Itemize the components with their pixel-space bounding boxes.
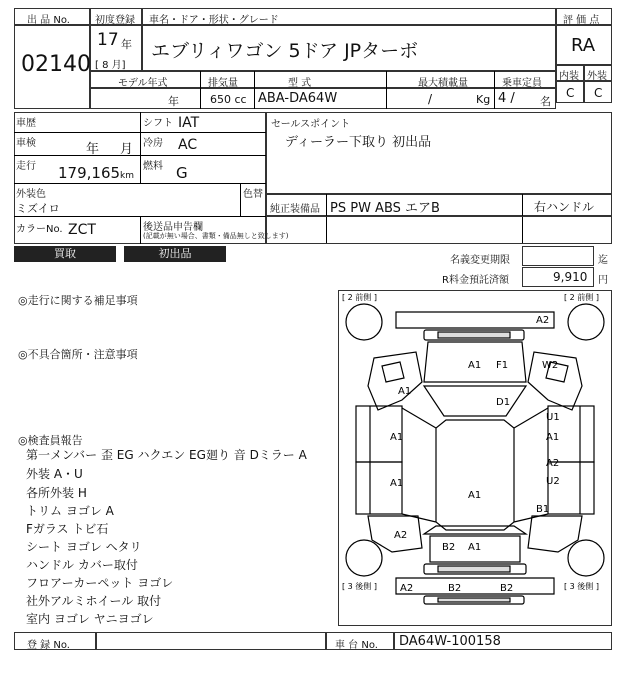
corner-label-front-left: [ 2 前側 ] [342, 293, 377, 302]
mark-rear-left-fender: A2 [394, 530, 408, 541]
inspector-report-heading: ◎検査員報告 [18, 434, 83, 447]
car-name-label: 車名・ドア・形状・グレード [149, 15, 279, 26]
mark-rear-right-fender: B1 [536, 504, 550, 515]
defect-notes-heading: ◎不具合箇所・注意事項 [18, 348, 138, 361]
report-line: 社外アルミホイール 取付 [26, 594, 162, 608]
report-line: 外装 A・U [26, 467, 83, 481]
car-name: エブリィワゴン 5ドア JPターボ [151, 40, 419, 62]
wheel-front-right [568, 304, 604, 340]
report-line: 各所外装 H [26, 486, 87, 500]
mileage-value: 179,165 [58, 164, 121, 182]
mark-roof: A1 [468, 490, 482, 501]
lot-number: 02140 [21, 52, 91, 77]
equipment-label: 純正装備品 [270, 204, 320, 215]
mark-rear-bumper-a2: A2 [400, 583, 414, 594]
sales-point-box [266, 112, 612, 194]
purchase-tag: 買取 [14, 246, 116, 262]
model-year-label: モデル年式 [118, 78, 168, 89]
first-registration-label: 初度登録 [95, 15, 135, 26]
color-no-label: カラーNo. [16, 224, 63, 235]
color-change-label: 色替 [243, 189, 263, 200]
wheel-rear-right [568, 540, 604, 576]
mark-tailgate-a1: A1 [468, 542, 482, 553]
interior-grade-label-box [556, 65, 584, 81]
mark-front-left-fender: A1 [398, 386, 412, 397]
mark-right-front-door-u1: U1 [546, 412, 560, 423]
displacement-label: 排気量 [208, 78, 238, 89]
mark-right-rear-door-a2: A2 [546, 458, 560, 469]
history-label: 車歴 [16, 118, 36, 129]
car-name-label-box [142, 8, 556, 25]
registration-year-unit: 年 [121, 38, 132, 51]
lot-number-box [14, 25, 90, 109]
type-label: 型 式 [288, 78, 312, 89]
rear-bumper [396, 578, 554, 594]
report-line: Fガラス トビ石 [26, 522, 109, 536]
mileage-unit: km [120, 171, 134, 181]
mark-roof-front: D1 [496, 397, 511, 408]
first-listing-tag: 初出品 [124, 246, 226, 262]
ac-label: 冷房 [143, 138, 163, 149]
corner-label-front-right: [ 2 前側 ] [564, 293, 599, 302]
exterior-grade-box [584, 81, 612, 103]
sales-point: ディーラー下取り 初出品 [285, 135, 432, 150]
roof [436, 420, 514, 530]
model-year-unit: 年 [168, 95, 179, 108]
shift-value: IAT [178, 115, 200, 131]
inspection-year-unit: 年 [86, 142, 100, 157]
recycle-fee-unit: 円 [598, 275, 608, 286]
name-change-deadline-label: 名義変更期限 [450, 255, 510, 266]
right-rear-door [548, 462, 594, 514]
name-change-deadline-box [522, 246, 594, 266]
load-unit: Kg [476, 93, 491, 106]
fuel-value: G [176, 164, 188, 182]
handle-value: 右ハンドル [534, 200, 595, 214]
capacity-unit: 名 [540, 95, 551, 108]
exterior-grade-label-box [584, 65, 612, 81]
running-notes-heading: ◎走行に関する補足事項 [18, 294, 138, 307]
mark-front-bumper: A2 [536, 315, 550, 326]
corner-label-rear-right: [ 3 後側 ] [564, 582, 599, 591]
lot-number-label-box [14, 8, 90, 25]
mark-tailgate-b2: B2 [442, 542, 456, 553]
load-value: / [428, 92, 433, 106]
registration-year: 17 [97, 30, 119, 50]
exterior-grade-label: 外装 [587, 71, 607, 82]
exterior-grade: C [594, 86, 603, 100]
vehicle-damage-diagram [338, 290, 612, 626]
first-registration-label-box [90, 8, 142, 25]
grade-box [556, 25, 612, 65]
rear-right-fender [528, 516, 582, 552]
mark-left-front-door: A1 [390, 432, 404, 443]
capacity-value: 4 / [498, 91, 515, 106]
report-line: 第一メンバー 歪 EG ハクエン EG廻り 音 Dミラー A [26, 448, 307, 462]
registration-number-label-box [14, 632, 96, 650]
interior-grade-box [556, 81, 584, 103]
report-line: ハンドル カバー取付 [26, 558, 138, 572]
corner-label-rear-left: [ 3 後側 ] [342, 582, 377, 591]
displacement-value: 650 cc [210, 93, 247, 106]
shift-label: シフト [143, 118, 173, 129]
chassis-number-label-box [326, 632, 394, 650]
inspection-month-unit: 月 [120, 142, 134, 157]
equipment-value: PS PW ABS エアB [330, 201, 440, 216]
load-label: 最大積載量 [418, 78, 468, 89]
ac-value: AC [178, 137, 198, 153]
inspection-label: 車検 [16, 138, 36, 149]
grade-label-box [556, 8, 612, 25]
model-type: ABA-DA64W [258, 91, 338, 106]
mark-left-rear-door: A1 [390, 478, 404, 489]
interior-grade: C [566, 86, 575, 100]
mark-right-front-door: A1 [546, 432, 560, 443]
mark-hood: A1 [468, 360, 482, 371]
delivery-label: 後送品申告欄 [143, 222, 203, 233]
wheel-front-left [346, 304, 382, 340]
car-name-box [142, 25, 556, 71]
name-change-deadline-unit: 迄 [598, 255, 608, 266]
registration-number-box [96, 632, 326, 650]
windshield [424, 386, 526, 416]
chassis-number: DA64W-100158 [399, 634, 501, 649]
front-bumper [396, 312, 554, 328]
report-line: トリム ヨゴレ A [26, 504, 114, 518]
mark-rear-bumper-b2-right: B2 [500, 583, 514, 594]
recycle-fee-label: R料金預託済額 [442, 275, 509, 286]
exterior-color: ミズイロ [16, 202, 60, 215]
report-line: シート ヨゴレ ヘタリ [26, 540, 142, 554]
capacity-label: 乗車定員 [502, 78, 542, 89]
front-left-fender [368, 352, 422, 410]
mark-front-right-fender: W2 [542, 360, 559, 371]
mark-rear-bumper-b2: B2 [448, 583, 462, 594]
exterior-color-label: 外装色 [16, 189, 46, 200]
color-no: ZCT [68, 222, 96, 238]
chassis-number-label: 車 台 No. [335, 640, 378, 651]
chassis-number-box [394, 632, 612, 650]
grade-value: RA [571, 35, 596, 56]
fuel-label: 燃料 [143, 161, 163, 172]
grade-label: 評 価 点 [563, 15, 600, 26]
mark-windshield: F1 [496, 360, 509, 371]
lot-number-label: 出 品 No. [27, 15, 70, 26]
wheel-rear-left [346, 540, 382, 576]
interior-grade-label: 内装 [559, 71, 579, 82]
mark-right-rear-door-u2: U2 [546, 476, 560, 487]
delivery-note: (記載が無い場合、書類・備品無しと致します) [143, 232, 289, 240]
recycle-fee-box [522, 267, 594, 287]
mileage-label: 走行 [16, 161, 36, 172]
registration-number-label: 登 録 No. [27, 640, 70, 651]
report-line: 室内 ヨゴレ ヤニヨゴレ [26, 612, 154, 626]
report-line: フロアーカーペット ヨゴレ [26, 576, 174, 590]
first-registration-box [90, 25, 142, 71]
sales-point-label: セールスポイント [271, 119, 351, 130]
delivery-box [266, 216, 612, 244]
recycle-fee-value: 9,910 [553, 270, 588, 284]
registration-month: [ 8 月] [95, 60, 126, 71]
